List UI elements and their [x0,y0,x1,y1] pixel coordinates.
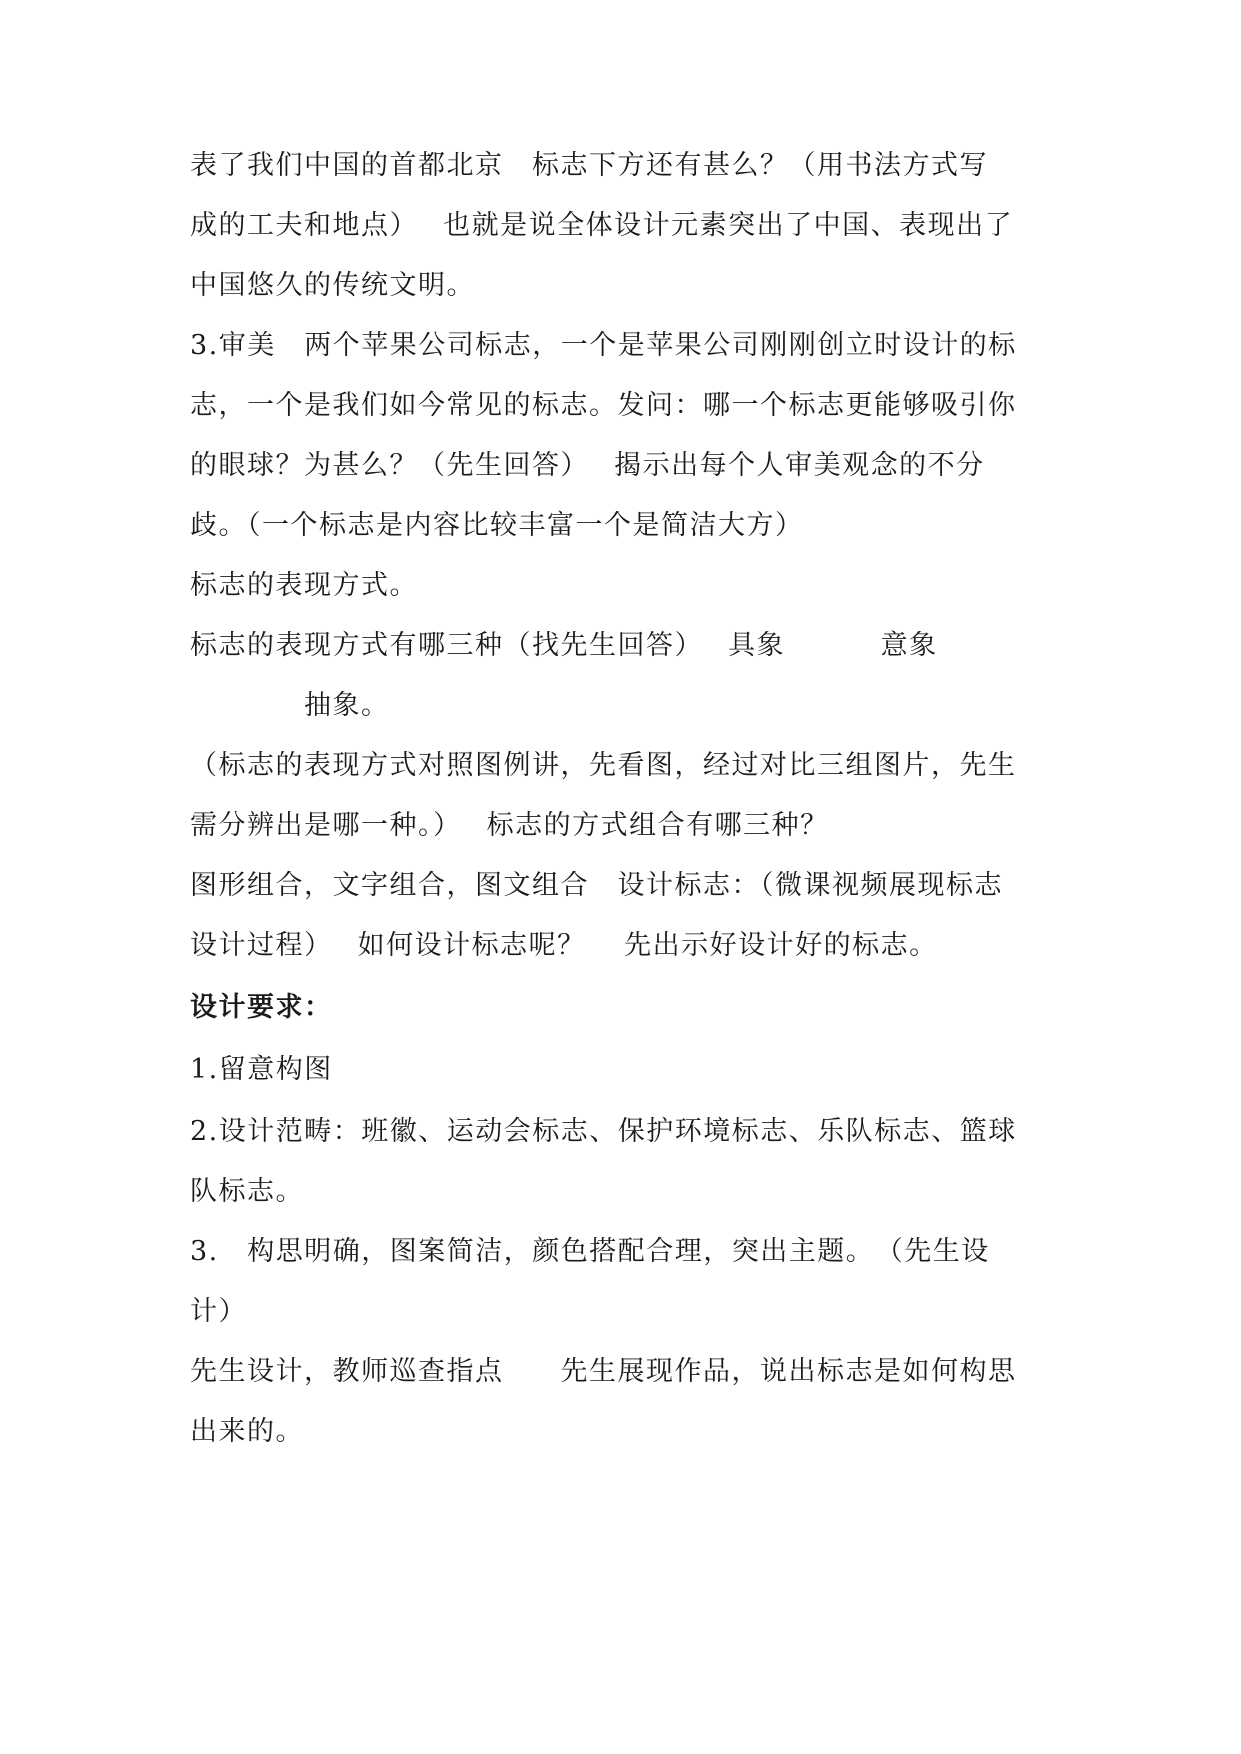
text-line: 2.设计范畴：班徽、运动会标志、保护环境标志、乐队标志、篮球 [190,1116,1017,1147]
text-line: 队标志。 [190,1176,304,1207]
text-line: 3.审美 两个苹果公司标志，一个是苹果公司刚刚创立时设计的标 [190,330,1017,361]
text-line: 成的工夫和地点） 也就是说全体设计元素突出了中国、表现出了 [190,210,1014,241]
text-line: 歧。（一个标志是内容比较丰富一个是简洁大方） [190,510,804,541]
text-line: 标志的表现方式。 [190,570,418,601]
text-line: 计） [190,1296,247,1327]
text-line: 需分辨出是哪一种。） 标志的方式组合有哪三种？ [190,810,829,841]
text-line: 标志的表现方式有哪三种（找先生回答） 具象 意象 [190,630,938,661]
text-line: 中国悠久的传统文明。 [190,270,475,301]
text-line: 3. 构思明确，图案简洁，颜色搭配合理，突出主题。 （先生设 [190,1236,990,1267]
text-line: 出来的。 [190,1416,304,1447]
text-line: （标志的表现方式对照图例讲，先看图，经过对比三组图片，先生 [190,750,1017,781]
text-line: 先生设计，教师巡查指点 先生展现作品，说出标志是如何构思 [190,1356,1017,1387]
text-line: 表了我们中国的首都北京 标志下方还有甚么？（用书法方式写 [190,150,988,181]
text-line: 图形组合，文字组合，图文组合 设计标志：（微课视频展现标志 [190,870,1003,901]
section-heading: 设计要求： [190,992,333,1023]
text-line: 抽象。 [190,690,390,721]
text-line: 设计过程） 如何设计标志呢？ 先出示好设计好的标志。 [190,930,938,961]
text-line: 的眼球？为甚么？（先生回答） 揭示出每个人审美观念的不分 [190,450,985,481]
text-line: 1.留意构图 [190,1054,333,1085]
text-line: 志，一个是我们如今常见的标志。发问：哪一个标志更能够吸引你 [190,390,1017,421]
